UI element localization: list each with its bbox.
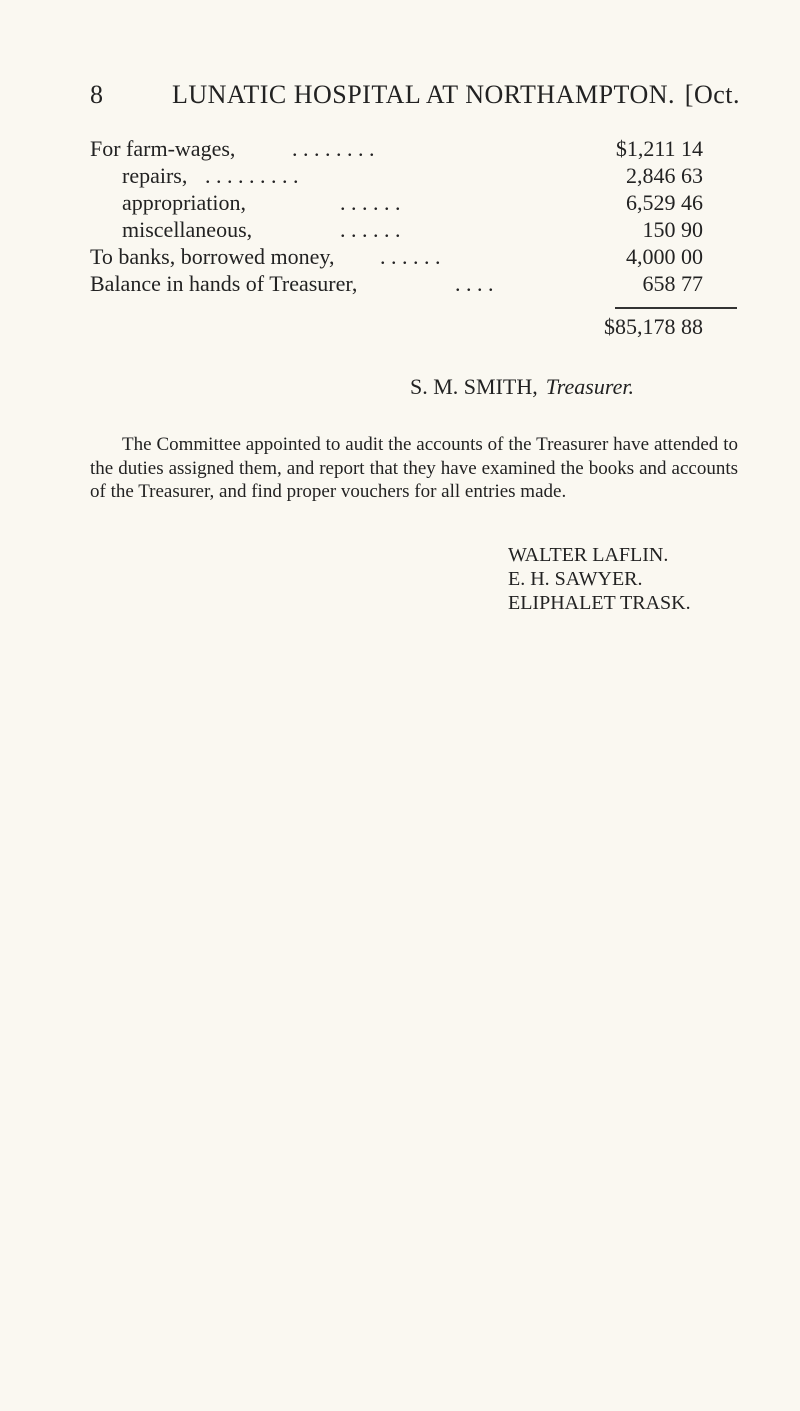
dot-leader: . . . . . .: [340, 190, 401, 215]
ledger-dollars: $1,211 14: [615, 136, 703, 161]
committee-member: E. H. SAWYER.: [508, 568, 643, 590]
ledger-label: Balance in hands of Treasurer,: [90, 271, 358, 296]
ledger-label: To banks, borrowed money,: [90, 244, 335, 269]
dot-leader: . . . . . .: [380, 244, 441, 269]
ledger-dollars: 4,000 00: [626, 244, 703, 269]
ledger-dollars: 658 77: [642, 271, 703, 296]
ledger-dollars: 6,529 46: [626, 190, 703, 215]
dot-leader: . . . . . .: [340, 217, 401, 242]
dot-leader: . . . .: [455, 271, 494, 296]
committee-signatures: [508, 543, 691, 615]
ledger-row-appropriation: [0, 190, 800, 217]
ledger-row-miscellaneous: [0, 217, 800, 244]
ledger-row-balance: [0, 271, 800, 298]
ledger-label: appropriation,: [122, 190, 247, 215]
total-amount: $85,178 88: [604, 314, 703, 339]
treasurer-signature: [410, 374, 634, 400]
committee-member: WALTER LAFLIN.: [508, 544, 669, 566]
ledger-label: repairs,: [122, 163, 188, 188]
committee-member: ELIPHALET TRASK.: [508, 592, 691, 614]
ledger-label: For farm-wages,: [90, 136, 236, 161]
ledger-dollars: 150 90: [642, 217, 703, 242]
date-mark: [Oct.: [684, 80, 740, 109]
audit-report-paragraph: The Committee appointed to audit the accounts of the Treasurer have attended to the duties assigned them, and report that they have examined the books and accounts of the Treasurer, and find proper vouchers for all entries made.: [90, 434, 738, 502]
running-title: LUNATIC HOSPITAL AT NORTHAMPTON.: [172, 80, 676, 109]
ledger-table: [0, 136, 800, 298]
ledger-label: miscellaneous,: [122, 217, 253, 242]
ledger-row-repairs: [0, 163, 800, 190]
ledger-dollars: 2,846 63: [626, 163, 703, 188]
treasurer-name: S. M. SMITH,: [410, 374, 538, 399]
dot-leader: . . . . . . . .: [292, 136, 375, 161]
running-header: [90, 80, 740, 120]
dot-leader: . . . . . . . . .: [205, 163, 299, 188]
ledger-row-farm-wages: [0, 136, 800, 163]
page-number: 8: [90, 80, 104, 109]
treasurer-title: Treasurer.: [545, 374, 634, 399]
ledger-row-borrowed-money: [0, 244, 800, 271]
total-rule: [615, 307, 737, 309]
